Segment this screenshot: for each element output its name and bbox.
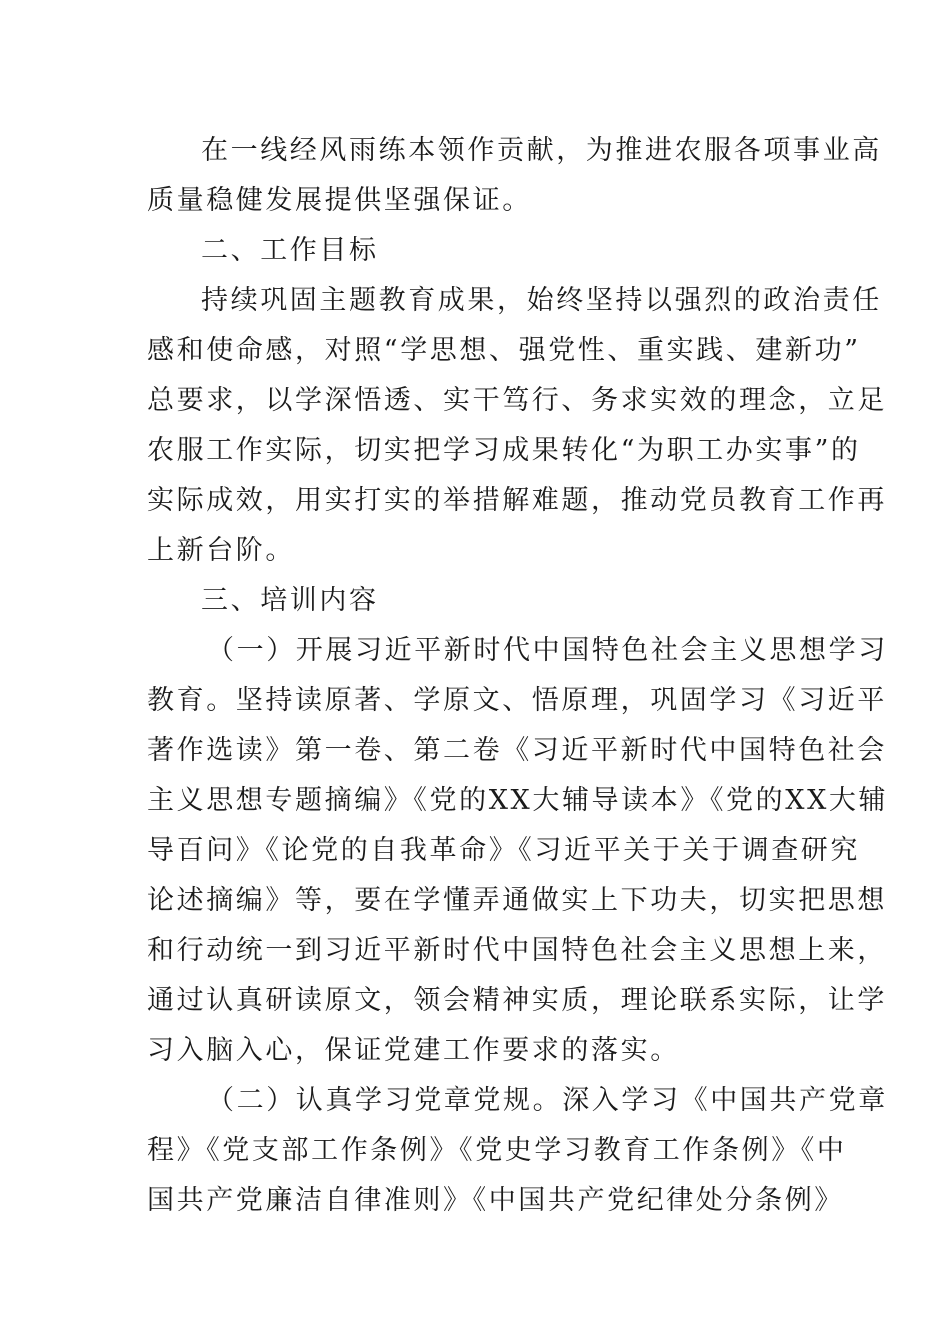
text-line: 教育。坚持读原著、学原文、悟原理，巩固学习《习近平 bbox=[147, 685, 887, 716]
text-line: 上新台阶。 bbox=[147, 535, 295, 566]
text-line: 总要求，以学深悟透、实干笃行、务求实效的理念，立足 bbox=[147, 385, 887, 416]
text-line: 程》《党支部工作条例》《党史学习教育工作条例》《中 bbox=[147, 1135, 847, 1166]
text-line: 持续巩固主题教育成果，始终坚持以强烈的政治责任 bbox=[201, 285, 882, 316]
text-line: 感和使命感，对照“学思想、强党性、重实践、建新功” bbox=[147, 335, 861, 366]
text-line: 在一线经风雨练本领作贡献，为推进农服各项事业高 bbox=[201, 135, 882, 166]
paragraph-content-item-2 bbox=[147, 1076, 888, 1226]
heading-text: 二、工作目标 bbox=[201, 235, 379, 266]
paragraph-goals bbox=[147, 276, 887, 576]
paragraph-content-item-1 bbox=[147, 626, 889, 1076]
text-line: 实际成效，用实打实的举措解难题，推动党员教育工作再 bbox=[147, 485, 887, 516]
heading-text: 三、培训内容 bbox=[201, 585, 379, 616]
text-line: 习入脑入心，保证党建工作要求的落实。 bbox=[147, 1035, 680, 1066]
section-heading-content bbox=[147, 576, 807, 626]
text-line: 质量稳健发展提供坚强保证。 bbox=[147, 185, 532, 216]
text-line: 农服工作实际，切实把学习成果转化“为职工办实事”的 bbox=[147, 435, 861, 466]
text-line: 通过认真研读原文，领会精神实质，理论联系实际，让学 bbox=[147, 985, 887, 1016]
text-line: 著作选读》第一卷、第二卷《习近平新时代中国特色社会 bbox=[147, 735, 887, 766]
text-line: （二）认真学习党章党规。深入学习《中国共产党章 bbox=[207, 1085, 888, 1116]
section-heading-goals bbox=[147, 226, 807, 276]
text-line: 导百问》《论党的自我革命》《习近平关于关于调查研究 bbox=[147, 835, 860, 866]
text-line: 论述摘编》等，要在学懂弄通做实上下功夫，切实把思想 bbox=[147, 885, 887, 916]
paragraph-intro-continuation bbox=[147, 126, 882, 226]
text-line: 主义思想专题摘编》《党的XX大辅导读本》《党的XX大辅 bbox=[147, 785, 889, 816]
text-line: （一）开展习近平新时代中国特色社会主义思想学习 bbox=[207, 635, 888, 666]
text-line: 和行动统一到习近平新时代中国特色社会主义思想上来， bbox=[147, 935, 887, 966]
text-line: 国共产党廉洁自律准则》《中国共产党纪律处分条例》 bbox=[147, 1185, 844, 1216]
document-body bbox=[147, 126, 889, 1226]
